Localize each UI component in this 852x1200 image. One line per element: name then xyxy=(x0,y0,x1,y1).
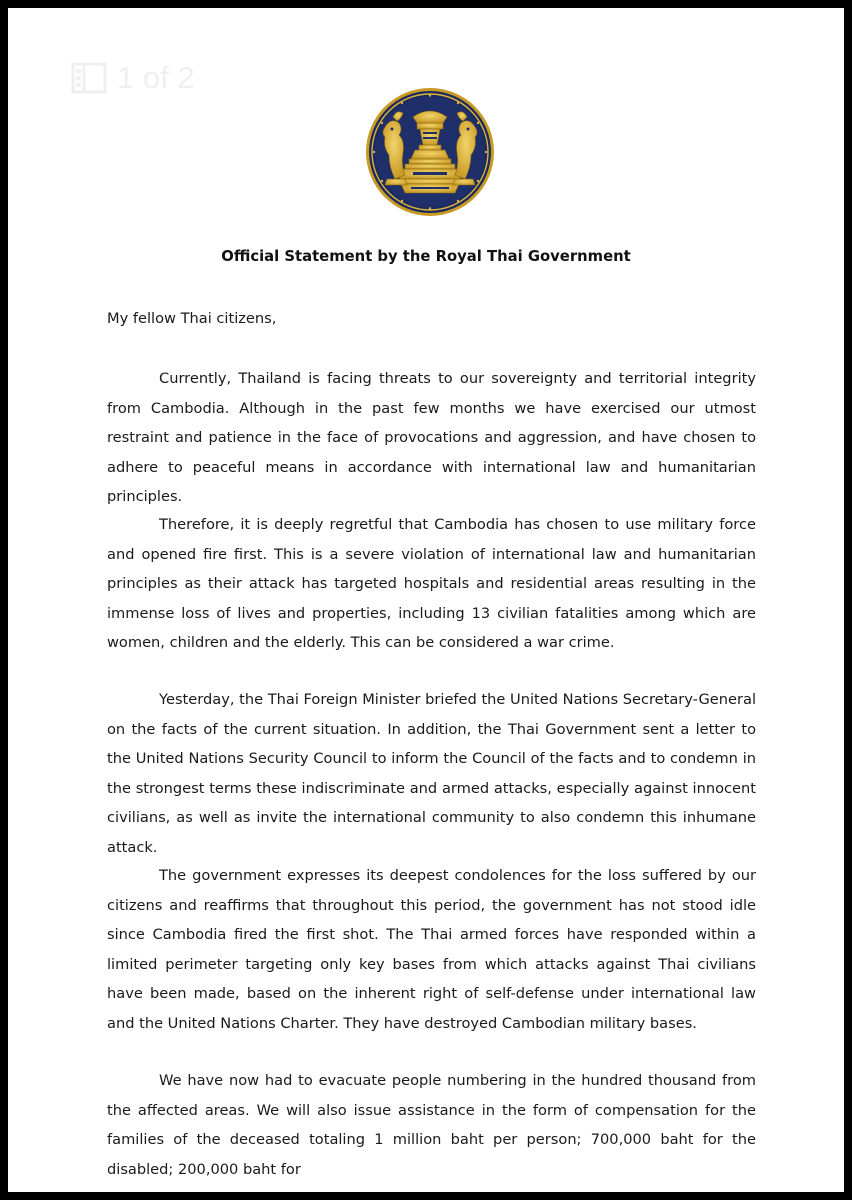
page-counter-text: 1 of 2 xyxy=(117,60,195,95)
document-page xyxy=(8,8,844,1192)
paragraph-1: Currently, Thailand is facing threats to our sovereignty and territorial integrity from Cambodia. Although in the past few months we have exercised our utmost restraint and patience in the face of provocations and aggression, and have chosen to adhere to peaceful means in accordance with international law and humanitarian principles. xyxy=(107,370,756,505)
paragraph-2: Therefore, it is deeply regretful that Cambodia has chosen to use military force and opened fire first. This is a severe violation of international law and humanitarian principles as their attack has targeted hospitals and residential areas resulting in the immense loss of lives and properties, including 13 civilian fatalities among which are women, children and the elderly. This can be considered a war crime. xyxy=(107,516,756,651)
salutation: My fellow Thai citizens, xyxy=(107,310,277,327)
paragraph-3: Yesterday, the Thai Foreign Minister briefed the United Nations Secretary-General on the facts of the current situation. In addition, the Thai Government sent a letter to the United Nations Security Council to inform the Council of the facts and to condemn in the strongest terms these indiscriminate and armed attacks, especially against innocent civilians, as well as invite the international community to also condemn this inhumane attack. xyxy=(107,691,756,856)
royal-thai-government-seal xyxy=(365,87,495,217)
paragraph-5: We have now had to evacuate people numbering in the hundred thousand from the affected areas. We will also issue assistance in the form of compensation for the families of the deceased totaling 1 million baht per person; 700,000 baht for the disabled; 200,000 baht for xyxy=(107,1072,756,1178)
statement-title: Official Statement by the Royal Thai Government xyxy=(221,248,631,265)
paragraph-4: The government expresses its deepest condolences for the loss suffered by our citizens and reaffirms that throughout this period, the government has not stood idle since Cambodia fired the first shot. The Thai armed forces have responded within a limited perimeter targeting only key bases from which attacks against Thai civilians have been made, based on the inherent right of self-defense under international law and the United Nations Charter. They have destroyed Cambodian military bases. xyxy=(107,867,756,1032)
page-counter-overlay[interactable] xyxy=(71,58,195,98)
page-stack-icon xyxy=(71,62,107,94)
